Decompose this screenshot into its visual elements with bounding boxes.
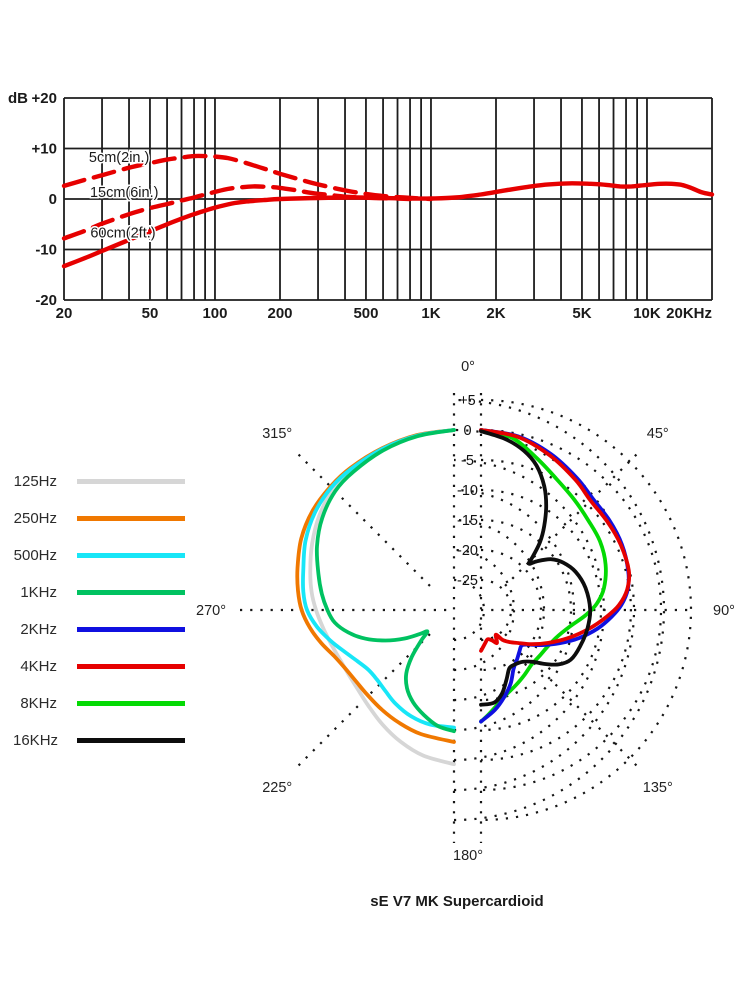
- y-tick-label: +10: [31, 140, 57, 158]
- fr-curve-label: 15cm(6in.): [89, 185, 159, 202]
- y-tick-label: 0: [48, 191, 57, 208]
- ring-label: -5: [461, 453, 474, 469]
- legend-swatch: [77, 664, 185, 668]
- angle-label: 90°: [713, 603, 735, 619]
- polar-ring: [481, 580, 511, 640]
- x-tick-label: 20KHz: [666, 305, 712, 322]
- ring-label: -10: [457, 483, 478, 499]
- legend-label: 500Hz: [13, 547, 57, 564]
- y-tick-label: +20: [31, 90, 57, 107]
- ring-label: -15: [457, 513, 478, 529]
- fr-curve-label: 60cm(2ft.): [90, 225, 156, 242]
- x-tick-label: 200: [267, 305, 293, 322]
- y-tick-label: -20: [35, 292, 57, 309]
- legend-label: 16KHz: [13, 732, 59, 749]
- x-tick-label: 10K: [633, 305, 661, 322]
- legend-swatch: [77, 553, 185, 557]
- x-tick-label: 1K: [421, 305, 441, 322]
- db-axis-unit: dB: [8, 90, 28, 107]
- angle-label: 270°: [196, 603, 226, 619]
- legend-swatch: [77, 701, 185, 705]
- polar-series-1KHz: [317, 430, 454, 731]
- y-tick-label: -10: [35, 241, 57, 259]
- polar-ring: [454, 460, 604, 760]
- polar-series-4KHz: [481, 430, 629, 651]
- polar-series-125Hz: [310, 430, 454, 764]
- legend-item: [13, 500, 193, 537]
- ring-label: -25: [457, 573, 478, 589]
- fr-curve-label: 5cm(2in.): [88, 150, 150, 167]
- angle-label: 135°: [642, 779, 673, 796]
- legend-item: [13, 537, 193, 574]
- polar-series-500Hz: [303, 430, 454, 728]
- polar-ring: [454, 550, 514, 670]
- ring-label: 0: [463, 423, 472, 439]
- legend-swatch: [77, 479, 185, 483]
- legend-item: [13, 722, 193, 759]
- polar-axis-diagonal: [505, 634, 639, 768]
- legend-item: [13, 574, 193, 611]
- legend-label: 250Hz: [13, 510, 57, 527]
- x-tick-label: 5K: [572, 305, 592, 322]
- legend-label: 8KHz: [20, 695, 57, 712]
- legend-item: [13, 463, 193, 500]
- x-tick-label: 50: [141, 305, 159, 322]
- legend-label: 2KHz: [20, 621, 57, 638]
- x-tick-label: 2K: [486, 305, 506, 322]
- legend-swatch: [77, 627, 185, 631]
- ring-label: +5: [459, 393, 476, 409]
- legend-label: 4KHz: [20, 658, 57, 675]
- legend-label: 1KHz: [20, 584, 57, 601]
- polar-legend: [13, 463, 193, 759]
- x-tick-label: 100: [202, 305, 228, 322]
- angle-label: 315°: [262, 426, 293, 443]
- legend-swatch: [77, 590, 185, 594]
- legend-label: 125Hz: [13, 473, 57, 490]
- angle-label: 45°: [646, 426, 669, 443]
- x-tick-label: 500: [353, 305, 379, 322]
- legend-item: [13, 685, 193, 722]
- ring-label: -20: [457, 543, 478, 559]
- legend-item: [13, 648, 193, 685]
- polar-pattern-chart: [196, 359, 735, 864]
- angle-label: 180°: [453, 848, 483, 864]
- chart-title: sE V7 MK Supercardioid: [370, 893, 544, 910]
- legend-swatch: [77, 516, 185, 520]
- x-tick-label: 20: [55, 305, 73, 322]
- legend-item: [13, 611, 193, 648]
- angle-label: 225°: [262, 779, 293, 796]
- frequency-response-chart: [8, 90, 712, 322]
- legend-swatch: [77, 738, 185, 742]
- polar-ring: [454, 580, 484, 640]
- angle-label: 0°: [461, 359, 475, 375]
